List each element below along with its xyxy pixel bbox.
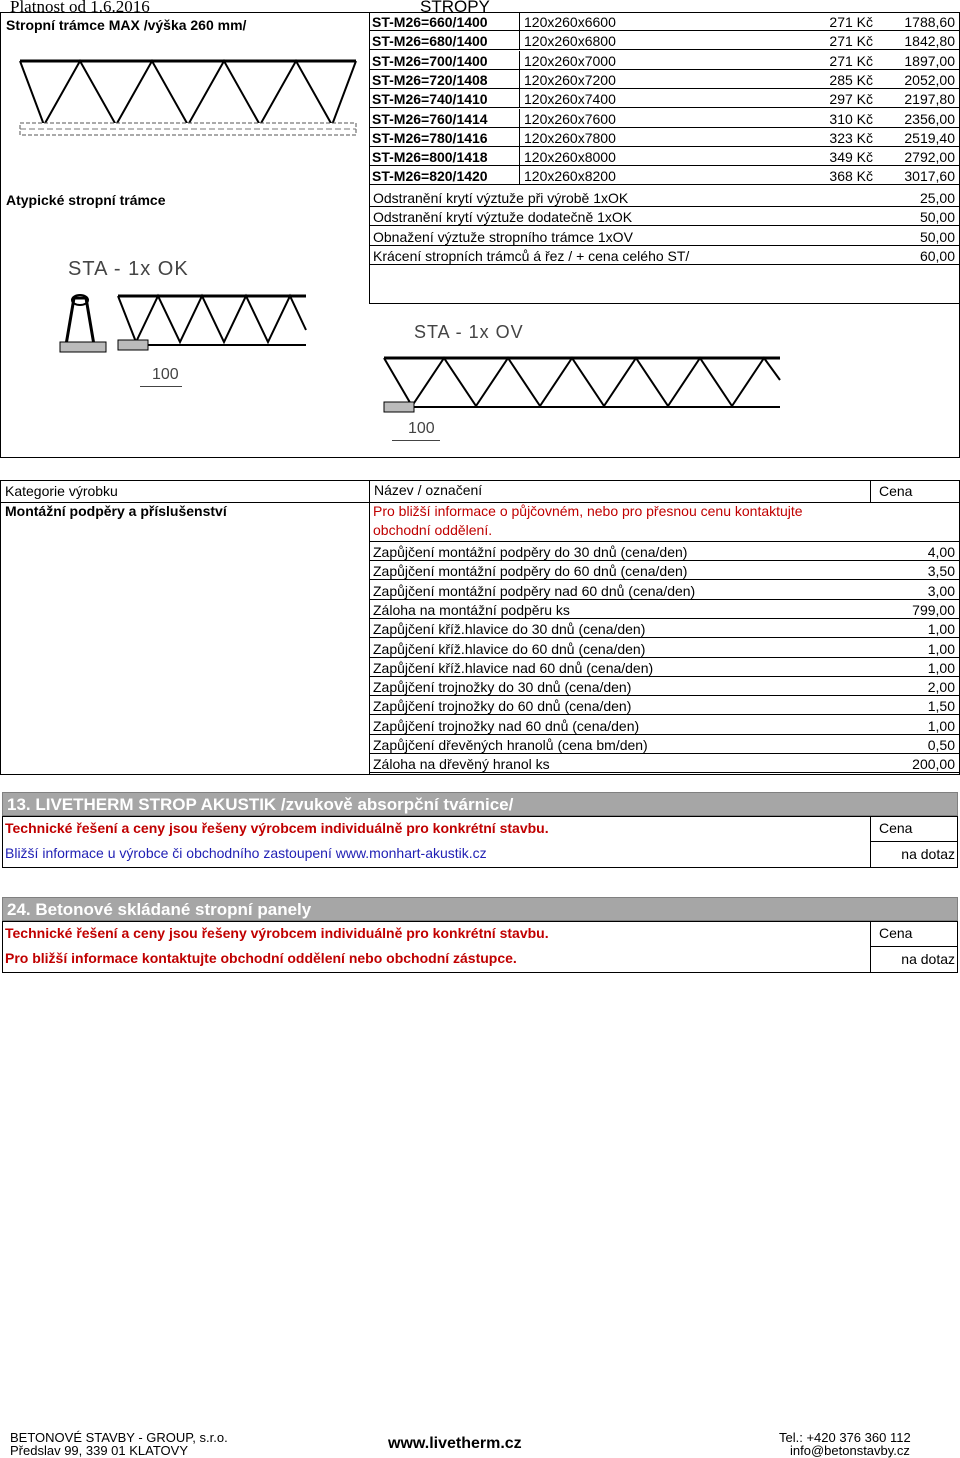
supports-note-line2: obchodní oddělení. <box>373 522 493 538</box>
atypical-price: 25,00 <box>919 190 955 206</box>
support-label: Zapůjčení montážní podpěry do 60 dnů (cena/den) <box>373 563 688 580</box>
support-price: 3,00 <box>927 582 955 599</box>
akustik-line1: Technické řešení a ceny jsou řešeny výrobcem individuálně pro konkrétní stavbu. <box>5 820 549 836</box>
truss-price-unit: 323 Kč <box>829 129 873 146</box>
truss-price-unit: 310 Kč <box>829 110 873 127</box>
truss-code: ST-M26=760/1414 <box>372 110 488 127</box>
supports-category: Montážní podpěry a příslušenství <box>5 503 227 519</box>
sta-ov-drawing <box>382 350 782 420</box>
truss-dims: 120x260x7600 <box>524 110 616 127</box>
support-price: 2,00 <box>927 679 955 696</box>
col-category-header: Kategorie výrobku <box>5 483 118 499</box>
truss-price: 2356,00 <box>904 110 955 127</box>
truss-col-divider <box>519 109 520 128</box>
atypical-price: 50,00 <box>919 228 955 245</box>
truss-drawing <box>18 55 358 140</box>
truss-price-unit: 368 Kč <box>829 168 873 185</box>
support-price: 4,00 <box>927 544 955 560</box>
truss-price: 2052,00 <box>904 71 955 88</box>
truss-col-divider <box>519 31 520 50</box>
support-price: 1,50 <box>927 698 955 715</box>
support-price: 1,00 <box>927 717 955 734</box>
support-label: Zapůjčení kříž.hlavice do 60 dnů (cena/den) <box>373 640 646 657</box>
truss-code: ST-M26=800/1418 <box>372 149 488 166</box>
truss-price: 1842,80 <box>904 33 955 50</box>
panels-line2: Pro bližší informace kontaktujte obchodní oddělení nebo obchodní zástupce. <box>5 950 517 966</box>
truss-price: 2792,00 <box>904 149 955 166</box>
truss-code: ST-M26=780/1416 <box>372 129 488 146</box>
sta-ov-dimension: 100 <box>408 420 435 437</box>
truss-code: ST-M26=660/1400 <box>372 14 488 30</box>
atypical-label: Krácení stropních trámců á řez / + cena celého ST/ <box>373 247 690 264</box>
truss-price: 1897,00 <box>904 52 955 69</box>
truss-price: 3017,60 <box>904 168 955 185</box>
truss-col-divider <box>519 128 520 147</box>
support-price: 1,00 <box>927 640 955 657</box>
atypical-price: 50,00 <box>919 209 955 226</box>
support-label: Zapůjčení kříž.hlavice nad 60 dnů (cena/den) <box>373 659 654 676</box>
panels-line1: Technické řešení a ceny jsou řešeny výrobcem individuálně pro konkrétní stavbu. <box>5 925 549 941</box>
truss-code: ST-M26=680/1400 <box>372 33 488 50</box>
footer-address: Předslav 99, 339 01 KLATOVY <box>10 1443 189 1458</box>
truss-price: 1788,60 <box>904 14 955 30</box>
support-price: 1,00 <box>927 659 955 676</box>
sta-ov-dim-line <box>392 440 440 441</box>
akustik-header: 13. LIVETHERM STROP AKUSTIK /zvukově absorpční tvárnice/ <box>2 792 958 816</box>
support-label: Záloha na dřevěný hranol ks <box>373 756 550 773</box>
truss-code: ST-M26=700/1400 <box>372 52 488 69</box>
truss-dims: 120x260x8200 <box>524 168 616 185</box>
support-label: Zapůjčení montážní podpěry do 30 dnů (cena/den) <box>373 544 688 560</box>
truss-dims: 120x260x8000 <box>524 149 616 166</box>
footer-company: BETONOVÉ STAVBY - GROUP, s.r.o. <box>10 1430 228 1445</box>
truss-price-unit: 285 Kč <box>829 71 873 88</box>
sta-ok-caption: STA - 1x OK <box>68 258 189 280</box>
akustik-mid-line <box>870 841 958 842</box>
truss-col-divider <box>519 12 520 31</box>
support-price: 0,50 <box>927 737 955 753</box>
col-price-header: Cena <box>879 483 913 499</box>
sta-ok-dim-line <box>140 386 182 387</box>
support-label: Záloha na montážní podpěru ks <box>373 601 570 618</box>
panels-price: na dotaz <box>901 951 955 967</box>
support-price: 200,00 <box>912 756 955 773</box>
panels-col-price: Cena <box>879 925 913 941</box>
akustik-line2: Bližší informace u výrobce či obchodního zastoupení www.monhart-akustik.cz <box>5 845 487 861</box>
akustik-col-price: Cena <box>879 820 913 836</box>
akustik-price: na dotaz <box>901 846 955 862</box>
support-price: 3,50 <box>927 563 955 580</box>
truss-code: ST-M26=740/1410 <box>372 91 488 108</box>
truss-col-divider <box>519 51 520 70</box>
support-label: Zapůjčení montážní podpěry nad 60 dnů (cena/den) <box>373 582 696 599</box>
section-title: STROPY <box>420 0 490 16</box>
sta-ok-drawing <box>58 290 308 360</box>
truss-dims: 120x260x7200 <box>524 71 616 88</box>
truss-price: 2197,80 <box>904 91 955 108</box>
validity-date: Platnost od 1.6.2016 <box>10 0 150 16</box>
atypical-label: Odstranění krytí výztuže při výrobě 1xOK <box>373 190 629 206</box>
atypical-label: Obnažení výztuže stropního trámce 1xOV <box>373 228 633 245</box>
atypical-category: Atypické stropní trámce <box>6 192 166 208</box>
atypical-price: 60,00 <box>919 247 955 264</box>
supports-note-line1: Pro bližší informace o půjčovném, nebo pro přesnou cenu kontaktujte <box>373 503 803 519</box>
support-label: Zapůjčení trojnožky nad 60 dnů (cena/den) <box>373 717 640 734</box>
truss-price-unit: 271 Kč <box>829 33 873 50</box>
truss-price-unit: 297 Kč <box>829 91 873 108</box>
support-label: Zapůjčení trojnožky do 60 dnů (cena/den) <box>373 698 632 715</box>
panels-mid-line <box>870 946 958 947</box>
support-label: Zapůjčení trojnožky do 30 dnů (cena/den) <box>373 679 632 696</box>
sta-ok-dimension: 100 <box>152 366 179 383</box>
footer-phone: Tel.: +420 376 360 112 <box>779 1430 911 1445</box>
truss-col-divider <box>519 89 520 108</box>
truss-code: ST-M26=820/1420 <box>372 168 488 185</box>
supports-price-divider <box>870 480 871 502</box>
truss-col-divider <box>519 70 520 89</box>
sta-ov-caption: STA - 1x OV <box>414 322 524 342</box>
truss-price: 2519,40 <box>904 129 955 146</box>
truss-dims: 120x260x6800 <box>524 33 616 50</box>
truss-dims: 120x260x7000 <box>524 52 616 69</box>
footer-email[interactable]: info@betonstavby.cz <box>790 1443 910 1458</box>
truss-dims: 120x260x7400 <box>524 91 616 108</box>
truss-dims: 120x260x6600 <box>524 14 616 30</box>
panels-header: 24. Betonové skládané stropní panely <box>2 897 958 921</box>
truss-price-unit: 271 Kč <box>829 14 873 30</box>
atypical-box-bottom <box>370 303 960 304</box>
support-price: 1,00 <box>927 621 955 638</box>
truss-price-unit: 349 Kč <box>829 149 873 166</box>
col-name-header: Název / označení <box>374 482 483 498</box>
footer-web[interactable]: www.livetherm.cz <box>388 1435 522 1452</box>
truss-category: Stropní trámce MAX /výška 260 mm/ <box>6 17 247 33</box>
support-label: Zapůjčení dřevěných hranolů (cena bm/den) <box>373 737 648 753</box>
truss-col-divider <box>519 147 520 166</box>
truss-price-unit: 271 Kč <box>829 52 873 69</box>
support-label: Zapůjčení kříž.hlavice do 30 dnů (cena/den) <box>373 621 646 638</box>
support-price: 799,00 <box>912 601 955 618</box>
truss-col-divider <box>519 166 520 185</box>
atypical-label: Odstranění krytí výztuže dodatečně 1xOK <box>373 209 633 226</box>
truss-code: ST-M26=720/1408 <box>372 71 488 88</box>
truss-dims: 120x260x7800 <box>524 129 616 146</box>
